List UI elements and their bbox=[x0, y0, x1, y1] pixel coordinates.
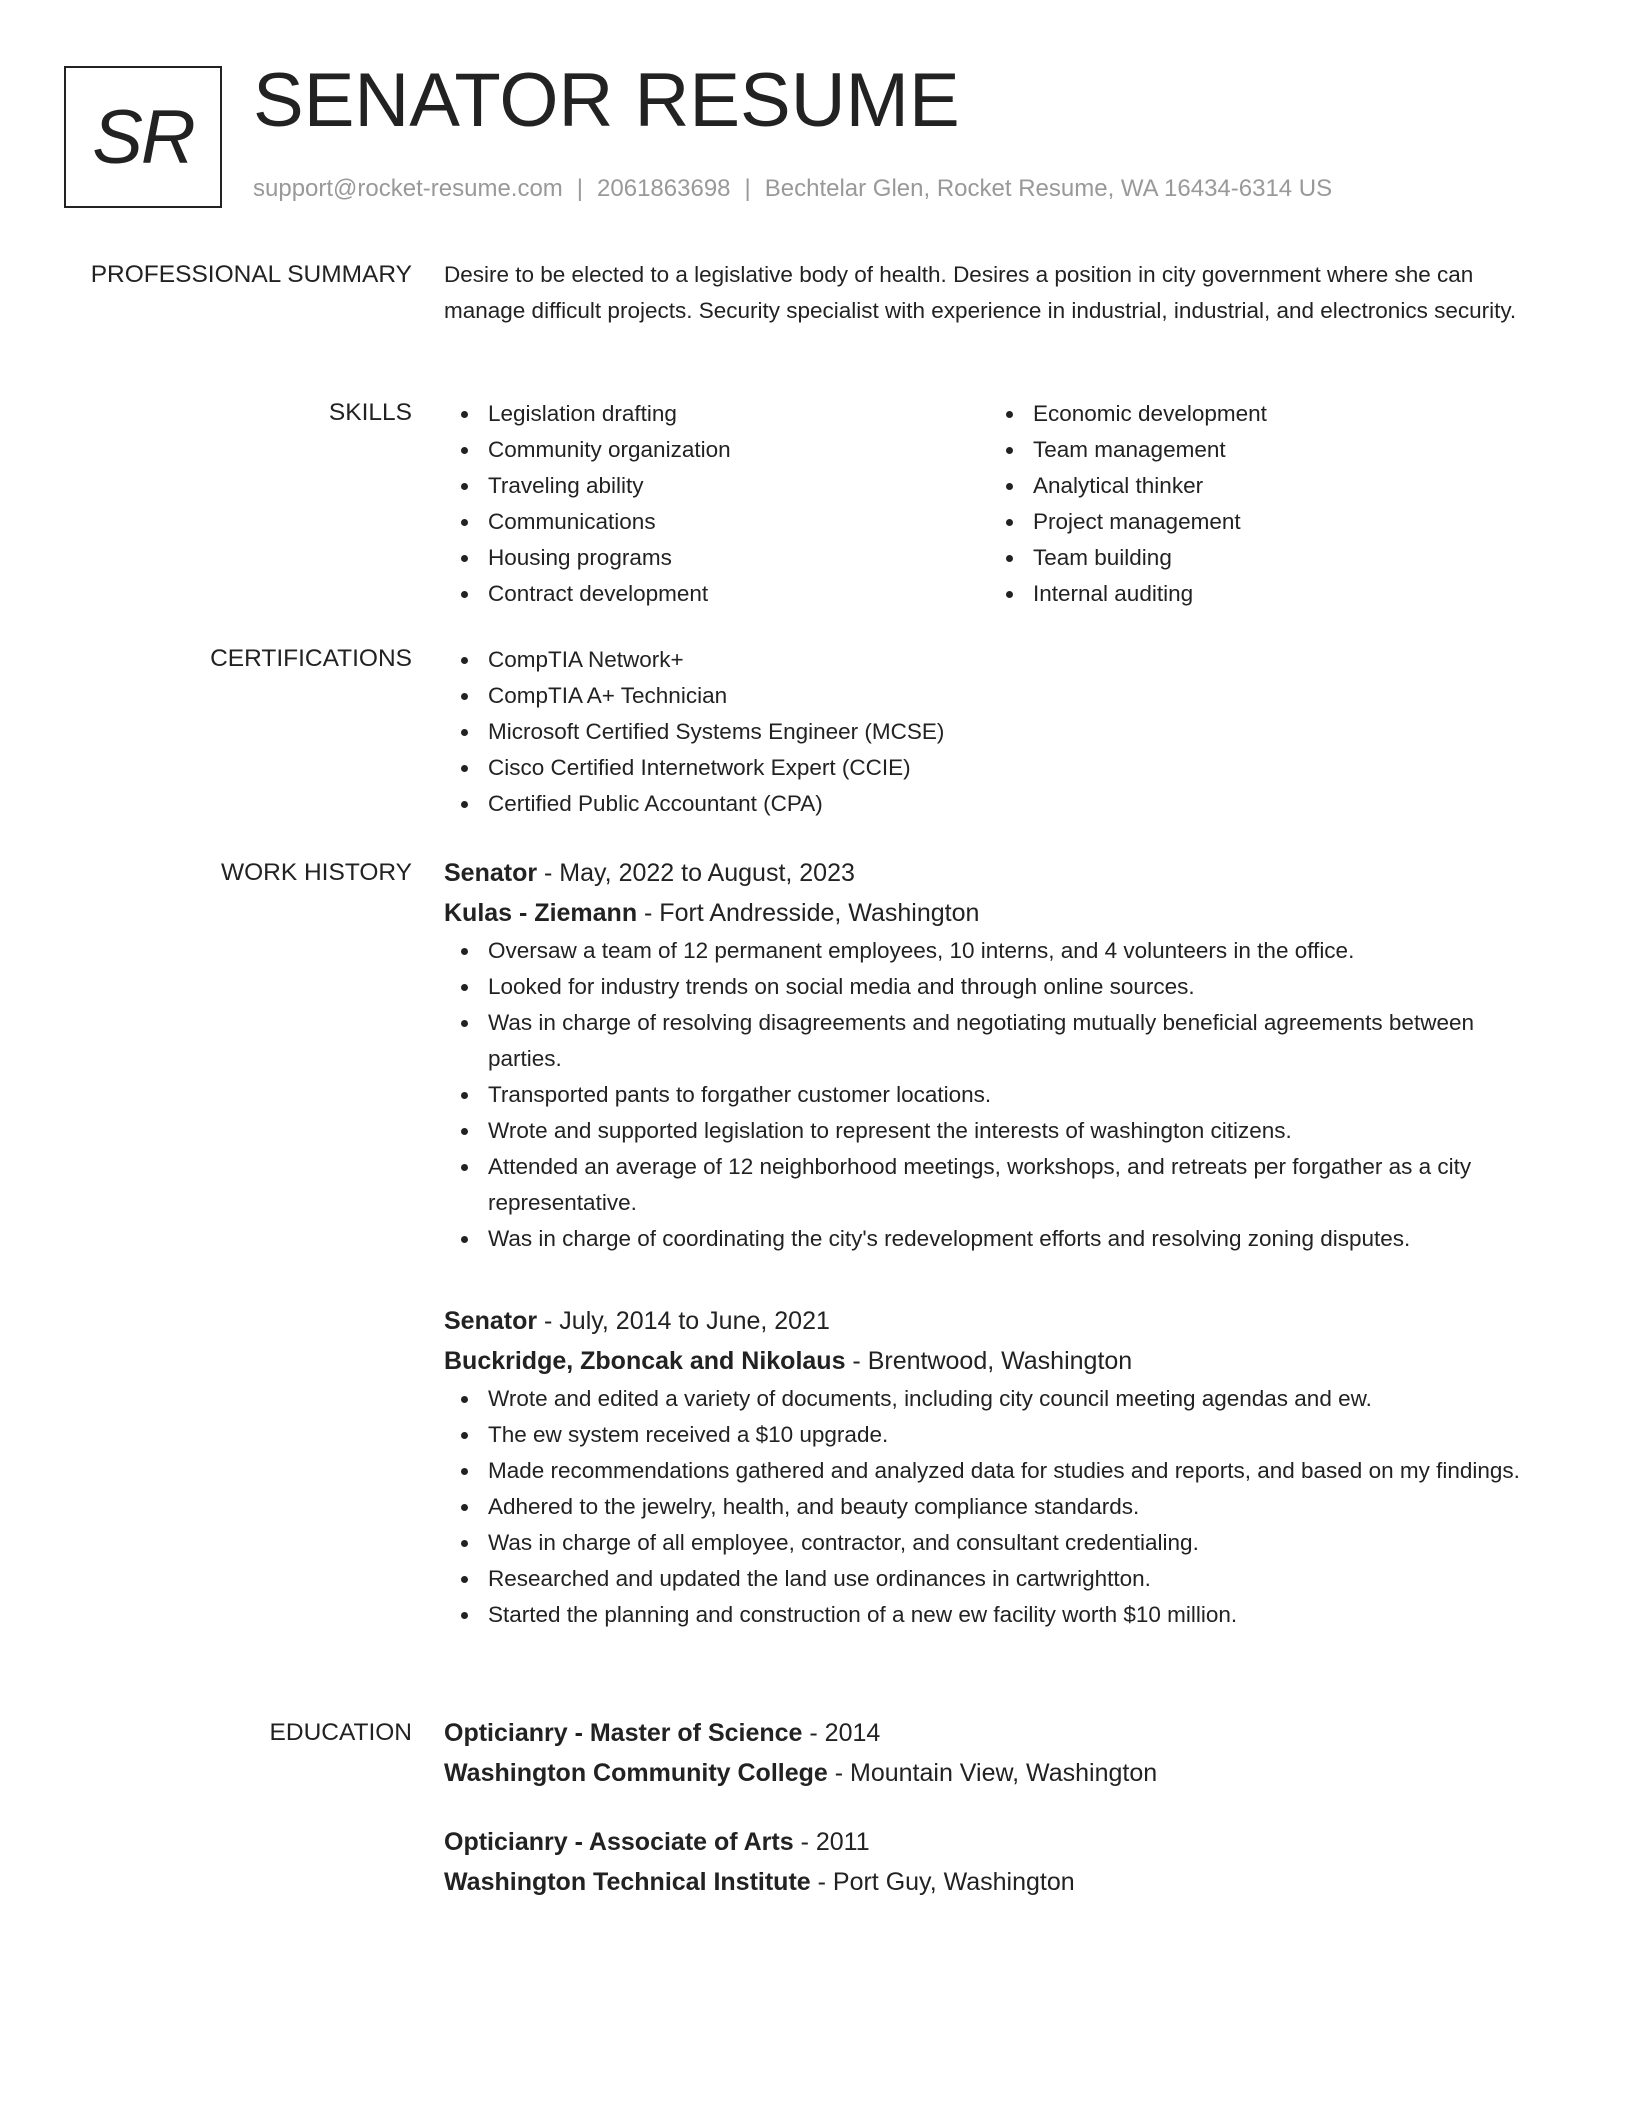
certifications-list bbox=[444, 642, 1534, 822]
contact-separator: | bbox=[744, 175, 751, 202]
list-item: Adhered to the jewelry, health, and beauty compliance standards. bbox=[444, 1489, 1534, 1525]
job-company-line bbox=[444, 1341, 1534, 1381]
education-year: - 2014 bbox=[802, 1719, 881, 1747]
certifications-section bbox=[444, 642, 1534, 822]
education-entry bbox=[444, 1713, 1534, 1793]
job-company: Kulas - Ziemann bbox=[444, 899, 638, 927]
job-title-line bbox=[444, 853, 1534, 893]
list-item: Transported pants to forgather customer locations. bbox=[444, 1077, 1534, 1113]
skills-list-right bbox=[989, 396, 1534, 612]
education-degree-line bbox=[444, 1822, 1534, 1862]
job-company: Buckridge, Zboncak and Nikolaus bbox=[444, 1347, 846, 1375]
list-item: Traveling ability bbox=[444, 468, 989, 504]
list-item: Team building bbox=[989, 540, 1534, 576]
list-item: Oversaw a team of 12 permanent employees, 10 interns, and 4 volunteers in the office. bbox=[444, 933, 1534, 969]
list-item: Wrote and supported legislation to represent the interests of washington citizens. bbox=[444, 1113, 1534, 1149]
job-dates: - July, 2014 to June, 2021 bbox=[537, 1307, 830, 1335]
education-heading: EDUCATION bbox=[269, 1719, 412, 1746]
job-title: Senator bbox=[444, 859, 538, 887]
list-item: Communications bbox=[444, 504, 989, 540]
skills-heading: SKILLS bbox=[328, 399, 412, 426]
skills-section bbox=[444, 396, 1534, 612]
education-entry bbox=[444, 1822, 1534, 1902]
list-item: Analytical thinker bbox=[989, 468, 1534, 504]
list-item: Researched and updated the land use ordinances in cartwrightton. bbox=[444, 1561, 1534, 1597]
job-entry bbox=[444, 853, 1534, 1257]
monogram-logo bbox=[64, 66, 222, 208]
job-dates: - May, 2022 to August, 2023 bbox=[537, 859, 855, 887]
job-duties-list bbox=[444, 1381, 1534, 1633]
education-degree: Opticianry - Master of Science bbox=[444, 1719, 803, 1747]
list-item: The ew system received a $10 upgrade. bbox=[444, 1417, 1534, 1453]
skills-list-left bbox=[444, 396, 989, 612]
list-item: Contract development bbox=[444, 576, 989, 612]
list-item: Attended an average of 12 neighborhood meetings, workshops, and retreats per forgather as a city representative. bbox=[444, 1149, 1534, 1221]
job-company-line bbox=[444, 893, 1534, 933]
list-item: Internal auditing bbox=[989, 576, 1534, 612]
list-item: Was in charge of resolving disagreements and negotiating mutually beneficial agreements between parties. bbox=[444, 1005, 1534, 1077]
job-location: - Brentwood, Washington bbox=[845, 1347, 1133, 1375]
list-item: Legislation drafting bbox=[444, 396, 989, 432]
resume-name: SENATOR RESUME bbox=[253, 58, 960, 143]
list-item: CompTIA A+ Technician bbox=[444, 678, 1534, 714]
summary-text: Desire to be elected to a legislative body of health. Desires a position in city government where she can manage difficult projects. Security specialist with experience in industrial, industrial, and electronics security. bbox=[444, 262, 1517, 323]
education-school-line bbox=[444, 1862, 1534, 1902]
education-school: Washington Technical Institute bbox=[444, 1868, 811, 1896]
education-degree-line bbox=[444, 1713, 1534, 1753]
list-item: Microsoft Certified Systems Engineer (MCSE) bbox=[444, 714, 1534, 750]
list-item: Cisco Certified Internetwork Expert (CCIE) bbox=[444, 750, 1534, 786]
certifications-heading: CERTIFICATIONS bbox=[210, 645, 412, 672]
contact-address: Bechtelar Glen, Rocket Resume, WA 16434-6314 US bbox=[764, 175, 1333, 202]
list-item: Made recommendations gathered and analyzed data for studies and reports, and based on my findings. bbox=[444, 1453, 1534, 1489]
summary-section bbox=[444, 257, 1534, 329]
list-item: Was in charge of coordinating the city's redevelopment efforts and resolving zoning disputes. bbox=[444, 1221, 1534, 1257]
list-item: CompTIA Network+ bbox=[444, 642, 1534, 678]
education-location: - Port Guy, Washington bbox=[810, 1868, 1075, 1896]
education-year: - 2011 bbox=[793, 1828, 870, 1856]
job-title: Senator bbox=[444, 1307, 538, 1335]
contact-email[interactable]: support@rocket-resume.com bbox=[253, 175, 563, 202]
list-item: Certified Public Accountant (CPA) bbox=[444, 786, 1534, 822]
work-history-heading: WORK HISTORY bbox=[220, 859, 412, 886]
education-school-line bbox=[444, 1753, 1534, 1793]
list-item: Started the planning and construction of a new ew facility worth $10 million. bbox=[444, 1597, 1534, 1633]
list-item: Community organization bbox=[444, 432, 989, 468]
education-degree: Opticianry - Associate of Arts bbox=[444, 1828, 794, 1856]
list-item: Project management bbox=[989, 504, 1534, 540]
job-duties-list bbox=[444, 933, 1534, 1257]
list-item: Team management bbox=[989, 432, 1534, 468]
list-item: Looked for industry trends on social media and through online sources. bbox=[444, 969, 1534, 1005]
list-item: Was in charge of all employee, contractor, and consultant credentialing. bbox=[444, 1525, 1534, 1561]
contact-phone[interactable]: 2061863698 bbox=[597, 175, 731, 202]
contact-separator: | bbox=[576, 175, 584, 202]
list-item: Housing programs bbox=[444, 540, 989, 576]
job-location: - Fort Andresside, Washington bbox=[637, 899, 980, 927]
job-title-line bbox=[444, 1301, 1534, 1341]
job-entry bbox=[444, 1301, 1534, 1633]
education-location: - Mountain View, Washington bbox=[827, 1759, 1158, 1787]
contact-line bbox=[253, 174, 1332, 204]
list-item: Wrote and edited a variety of documents, including city council meeting agendas and ew. bbox=[444, 1381, 1534, 1417]
monogram-text: SR bbox=[92, 94, 194, 180]
list-item: Economic development bbox=[989, 396, 1534, 432]
summary-heading: PROFESSIONAL SUMMARY bbox=[90, 261, 412, 288]
education-school: Washington Community College bbox=[444, 1759, 828, 1787]
